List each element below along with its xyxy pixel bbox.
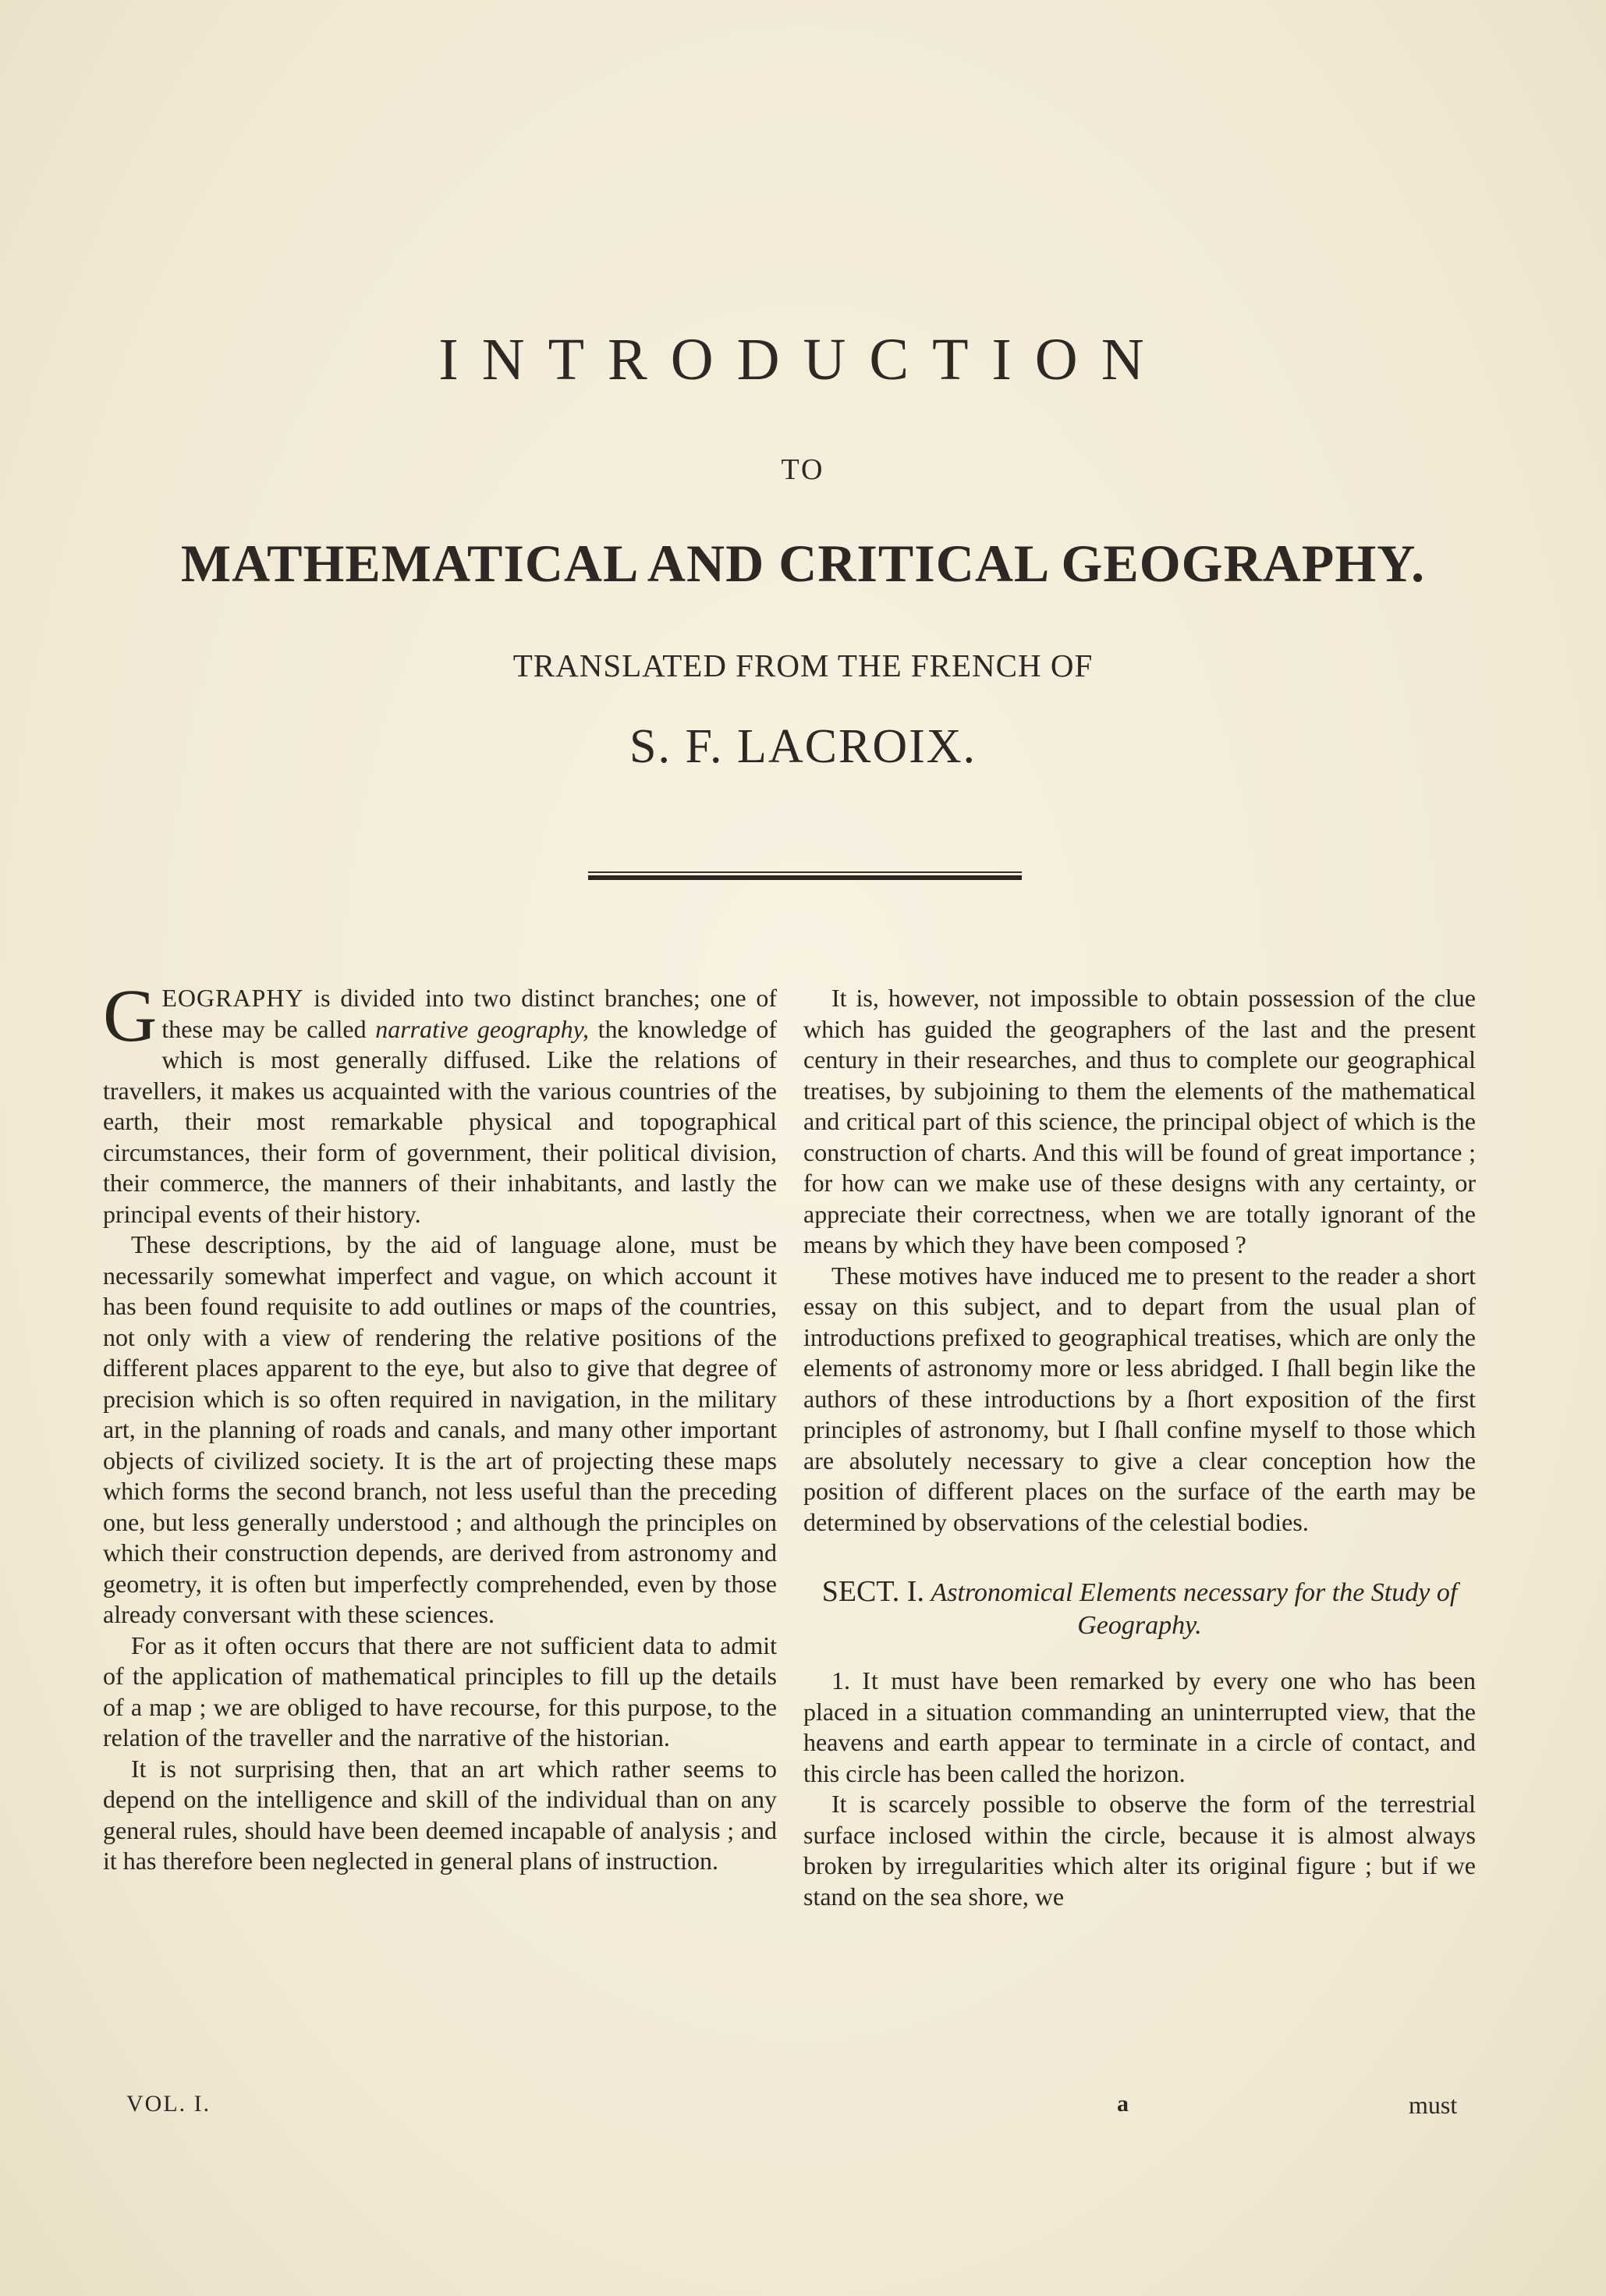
right-column [803,983,1476,1912]
volume-mark: VOL. I. [126,2091,211,2117]
paragraph: It is, however, not impossible to obtain possession of the clue which has guided the geographers of the last and the present century in their researches, and thus to complete our geographical treatises, by subjoining to them the elements of the mathematical and critical part of this science, the principal object of which is the construction of charts. And this will be found of great importance ; for how can we make use of these designs with any certainty, or appreciate their correctness, when we are totally ignorant of the means by which they have been composed ? [803,984,1476,1258]
signature-mark: a [1117,2091,1129,2117]
paragraph-text: must have been remarked by every one who has been placed in a situation commanding an uninterrupted view, that the heavens and earth appear to terminate in a circle of contact, and this circle has been called the horizon. [803,1666,1477,1787]
paragraph [803,1666,1476,1789]
paragraph-text: is divided into two distinct branches; one of these may be called [161,984,777,1043]
paragraph: These descriptions, by the aid of language alone, must be necessarily somewhat imperfect and vague, on which account it has been found requisite to add outlines or maps of the countries, not only with a view of rendering the relative positions of the different places apparent to the eye, but also to give that degree of precision which is so often required in navigation, in the military art, in the planning of roads and canals, and many other important objects of civilized society. It is the art of projecting these maps which forms the second branch, not less useful than the preceding one, but less generally understood ; and although the principles on which their construction depends, are derived from astronomy and geometry, it is often but imperfectly comprehended, even by those already conversant with these sciences. [103,1230,777,1628]
catchword: must [1409,2091,1458,2119]
paragraph: It is not surprising then, that an art which rather seems to depend on the intelligence and skill of the individual than on any general rules, should have been deemed incapable of analysis ; and it has therefore been neglected in general plans of instruction. [103,1754,777,1875]
paragraph [103,974,778,1230]
drop-cap: G [103,974,158,1057]
title-translated-from: TRANSLATED FROM THE FRENCH OF [512,648,1094,683]
paragraph-text: the knowledge of which is most generally diffused. Like the relations of travellers, it makes us acquainted with the various countries of the earth, their most remarkable physical and topographical circumstances, their form of government, their political division, their commerce, the manners of their inhabitants, and lastly the principal events of their history. [103,1014,778,1228]
rule-thick-line [588,875,1022,880]
section-title: Astronomical Elements necessary for the Study of Geography. [931,1578,1458,1640]
article-number: 1. [831,1666,850,1694]
title-subject: MATHEMATICAL AND CRITICAL GEOGRAPHY. [180,534,1426,593]
section-label: SECT. I. [821,1575,924,1608]
section-heading [803,1575,1476,1642]
italic-term: narrative geography, [375,1014,590,1043]
paragraph: These motives have induced me to present to the reader a short essay on this subject, and to depart from the usual plan of introductions prefixed to geographical treatises, which are only the elements of astronomy more or less abridged. I ſhall begin like the authors of these introductions by a ſhort exposition of the first principles of astronomy, but I ſhall confine myself to those which are absolutely necessary to give a clear conception how the position of different places on the surface of the earth may be determined by observations of the celestial bodies. [803,1261,1476,1536]
opening-word: It [862,1666,879,1694]
rule-thin-line [588,871,1022,873]
paragraph: It is scarcely possible to observe the form of the terrestrial surface inclosed within the circle, because it is almost always broken by irregularities which alter its original figure ; but if we stand on the sea shore, we [803,1790,1476,1911]
left-column [103,974,778,1877]
ornamental-rule [588,871,1022,882]
title-author: S. F. LACROIX. [629,720,977,773]
title-introduction: INTRODUCTION [438,327,1168,392]
title-to: TO [781,453,825,486]
paragraph: For as it often occurs that there are not sufficient data to admit of the application of mathematical principles to fill up the details of a map ; we are obliged to have recourse, for this purpose, to the relation of the traveller and the narrative of the historian. [103,1631,777,1751]
opening-word: EOGRAPHY [161,984,304,1012]
